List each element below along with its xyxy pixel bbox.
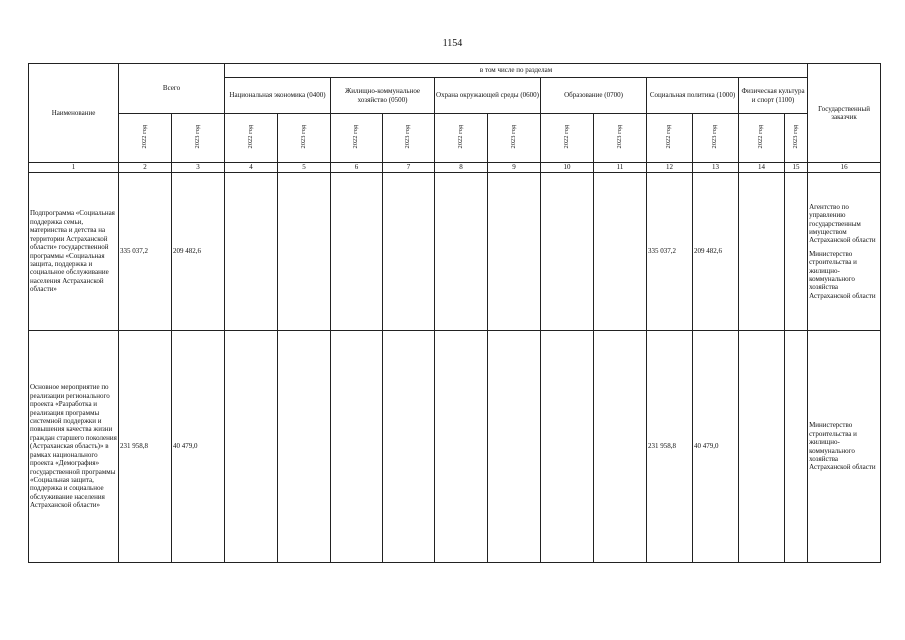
column-number: 2 bbox=[119, 163, 172, 173]
year-2022-label: 2022 год bbox=[757, 125, 765, 149]
executor-cell bbox=[808, 173, 881, 331]
table-row bbox=[29, 331, 881, 563]
year-2023-label: 2023 год bbox=[791, 125, 799, 149]
column-number: 8 bbox=[435, 163, 488, 173]
executor-name: Министерство строительства и жилищно-коммунального хозяйства Астраханской области bbox=[809, 249, 876, 300]
column-number: 14 bbox=[739, 163, 785, 173]
year-2023-label: 2023 год bbox=[711, 125, 719, 149]
header-total: Всего bbox=[119, 64, 225, 114]
header-section-social: Социальная политика (1000) bbox=[647, 78, 739, 114]
year-2022-label: 2022 год bbox=[665, 125, 673, 149]
row-name: Подпрограмма «Социальная поддержка семьи, материнства и детства на территории Астраханской области» государственной программы «Социальная защита, поддержка и социальное обслуживание населения Астраханской области» bbox=[29, 173, 119, 331]
year-2022-label: 2022 год bbox=[246, 125, 254, 149]
column-number: 12 bbox=[647, 163, 693, 173]
header-section-environment: Охрана окружающей среды (0600) bbox=[435, 78, 541, 114]
table-row bbox=[29, 173, 881, 331]
row-name: Основное мероприятие по реализации регионального проекта «Разработка и реализация программы системной поддержки и повышения качества жизни граждан старшего поколения (Астраханская область)» в рамках национального проекта «Демография» государственной программы «Социальная защита, поддержка и социальное обслуживание населения Астраханской области» bbox=[29, 331, 119, 563]
social-2023-value: 40 479,0 bbox=[693, 331, 739, 563]
social-2022-value: 231 958,8 bbox=[647, 331, 693, 563]
column-number: 15 bbox=[785, 163, 808, 173]
year-2022-label: 2022 год bbox=[456, 125, 464, 149]
budget-table bbox=[28, 63, 881, 563]
year-2022-label: 2022 год bbox=[352, 125, 360, 149]
column-number: 4 bbox=[225, 163, 278, 173]
header-section-economy: Национальная экономика (0400) bbox=[225, 78, 331, 114]
header-executor: Государственный заказчик bbox=[808, 64, 881, 163]
column-number: 7 bbox=[383, 163, 435, 173]
column-number: 6 bbox=[331, 163, 383, 173]
column-number: 5 bbox=[278, 163, 331, 173]
page-number: 1154 bbox=[442, 38, 463, 49]
column-number: 16 bbox=[808, 163, 881, 173]
header-section-education: Образование (0700) bbox=[541, 78, 647, 114]
year-2022-label: 2022 год bbox=[562, 125, 570, 149]
column-numbers-row bbox=[29, 163, 881, 173]
total-2022-value: 335 037,2 bbox=[119, 173, 172, 331]
total-2023-value: 40 479,0 bbox=[172, 331, 225, 563]
total-2022-value: 231 958,8 bbox=[119, 331, 172, 563]
executor-name: Министерство строительства и жилищно-коммунального хозяйства Астраханской области bbox=[809, 421, 876, 472]
header-section-sport: Физическая культура и спорт (1100) bbox=[739, 78, 808, 114]
year-2023-label: 2023 год bbox=[404, 125, 412, 149]
year-2023-label: 2023 год bbox=[299, 125, 307, 149]
year-2023-label: 2023 год bbox=[193, 125, 201, 149]
column-number: 1 bbox=[29, 163, 119, 173]
year-2022-label: 2022 год bbox=[140, 125, 148, 149]
header-name: Наименование bbox=[29, 64, 119, 163]
header-by-sections: в том числе по разделам bbox=[225, 64, 808, 78]
column-number: 13 bbox=[693, 163, 739, 173]
year-2023-label: 2023 год bbox=[509, 125, 517, 149]
total-2023-value: 209 482,6 bbox=[172, 173, 225, 331]
header-section-housing: Жилищно-коммунальное хозяйство (0500) bbox=[331, 78, 435, 114]
column-number: 10 bbox=[541, 163, 594, 173]
social-2022-value: 335 037,2 bbox=[647, 173, 693, 331]
column-number: 11 bbox=[594, 163, 647, 173]
executor-name: Агентство по управлению государственным имуществом Астраханской области bbox=[809, 202, 876, 245]
social-2023-value: 209 482,6 bbox=[693, 173, 739, 331]
year-2023-label: 2023 год bbox=[615, 125, 623, 149]
column-number: 3 bbox=[172, 163, 225, 173]
column-number: 9 bbox=[488, 163, 541, 173]
executor-cell bbox=[808, 331, 881, 563]
